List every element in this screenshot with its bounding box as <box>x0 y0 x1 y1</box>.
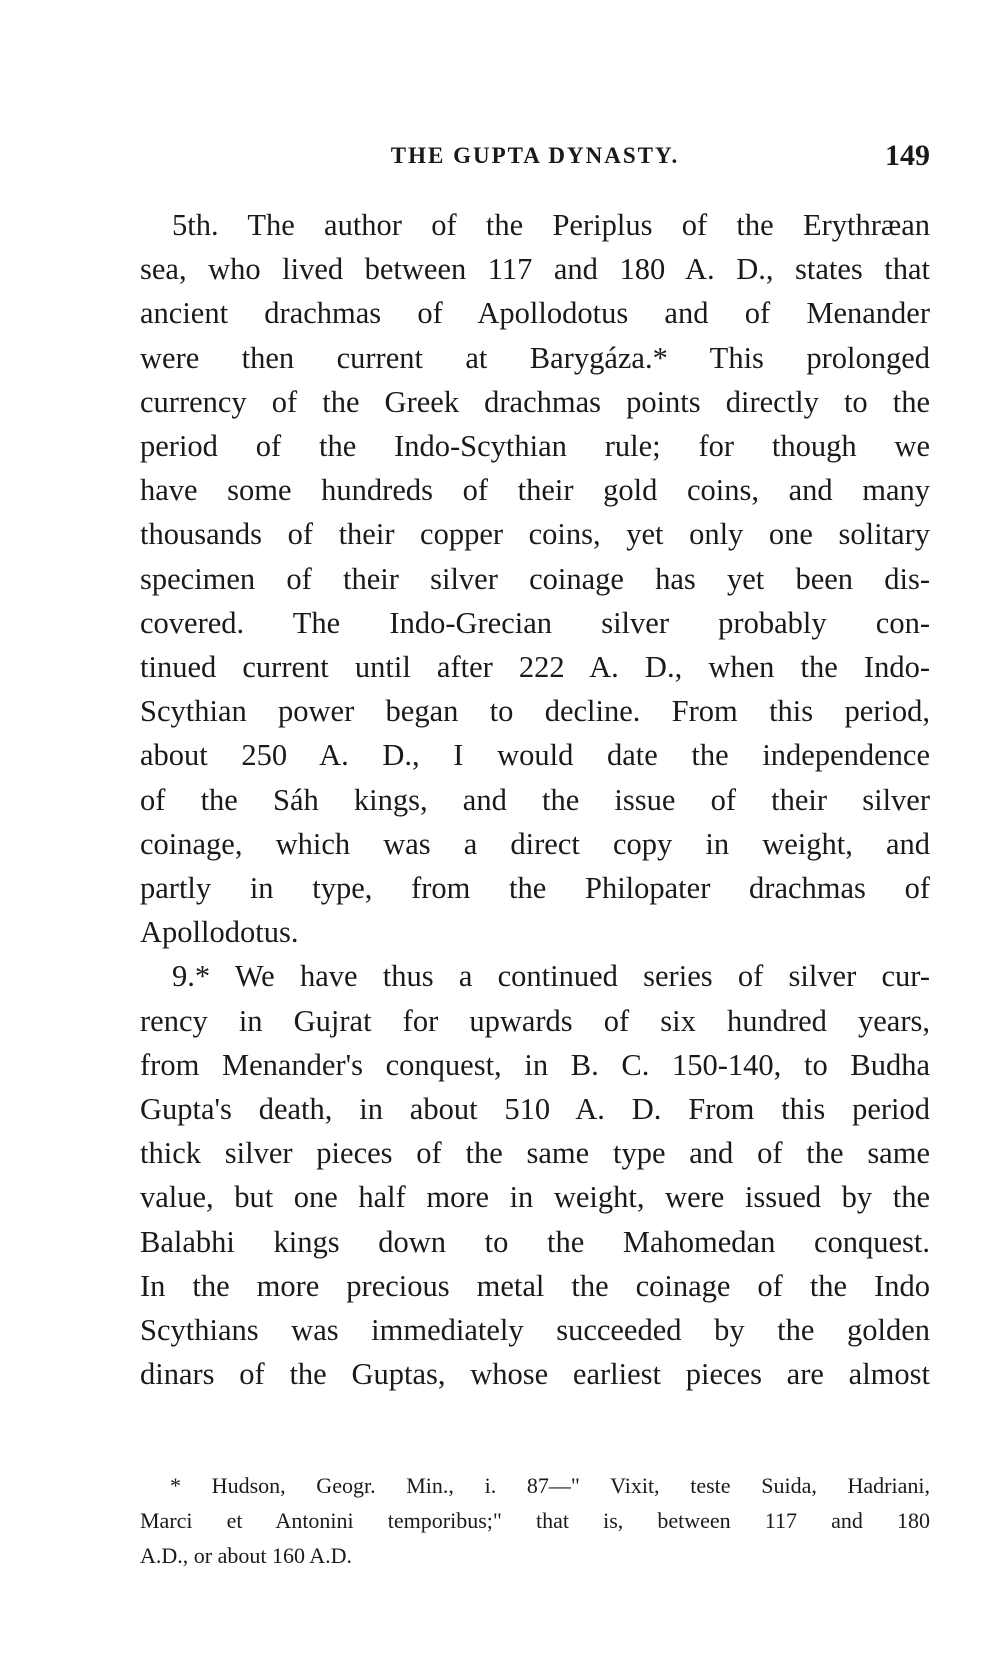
text-line: In the more precious metal the coinage of the Indo <box>140 1268 930 1303</box>
text-line: 9.* We have thus a continued series of silver cur- <box>172 959 930 994</box>
footnote-line: * Hudson, Geogr. Min., i. 87—" Vixit, teste Suida, Hadriani, <box>170 1473 930 1498</box>
text-line: thousands of their copper coins, yet only one solitary <box>140 517 930 552</box>
text-line: specimen of their silver coinage has yet been dis- <box>140 561 930 596</box>
text-line: rency in Gujrat for upwards of six hundred years, <box>140 1003 930 1038</box>
text-line: Scythian power began to decline. From this period, <box>140 694 930 729</box>
paragraph-periplus <box>140 203 930 954</box>
text-line: have some hundreds of their gold coins, and many <box>140 473 930 508</box>
text-line: thick silver pieces of the same type and of the same <box>140 1136 930 1171</box>
text-line: period of the Indo-Scythian rule; for though we <box>140 429 930 464</box>
text-line: currency of the Greek drachmas points directly to the <box>140 384 930 419</box>
text-line: sea, who lived between 117 and 180 A. D., states that <box>140 252 930 287</box>
page-number: 149 <box>885 139 930 172</box>
text-line: covered. The Indo-Grecian silver probably con- <box>140 605 930 640</box>
text-line: tinued current until after 222 A. D., when the Indo- <box>140 650 930 685</box>
text-line: coinage, which was a direct copy in weight, and <box>140 826 930 861</box>
text-line: dinars of the Guptas, whose earliest pieces are almost <box>140 1357 930 1392</box>
footnote-line: Marci et Antonini temporibus;" that is, between 117 and 180 <box>140 1508 930 1533</box>
text-line: were then current at Barygáza.* This prolonged <box>140 340 930 375</box>
text-line: ancient drachmas of Apollodotus and of Menander <box>140 296 930 331</box>
footnote <box>140 1468 930 1573</box>
footnote-line: A.D., or about 160 A.D. <box>140 1543 353 1568</box>
text-line: partly in type, from the Philopater drachmas of <box>140 871 930 906</box>
text-line: Balabhi kings down to the Mahomedan conquest. <box>140 1224 930 1259</box>
text-line: Gupta's death, in about 510 A. D. From this period <box>140 1092 930 1127</box>
text-line: of the Sáh kings, and the issue of their silver <box>140 782 930 817</box>
text-line: from Menander's conquest, in B. C. 150-140, to Budha <box>140 1047 930 1082</box>
text-line: value, but one half more in weight, were issued by the <box>140 1180 930 1215</box>
paragraph-silver-currency <box>140 954 930 1396</box>
running-head <box>140 139 930 183</box>
body-text <box>140 203 930 1396</box>
running-title: THE GUPTA DYNASTY. <box>390 143 680 168</box>
text-line: about 250 A. D., I would date the independence <box>140 738 930 773</box>
text-line: Scythians was immediately succeeded by the golden <box>140 1313 930 1348</box>
text-line: 5th. The author of the Periplus of the Erythræan <box>172 208 930 242</box>
text-line: Apollodotus. <box>140 915 299 950</box>
